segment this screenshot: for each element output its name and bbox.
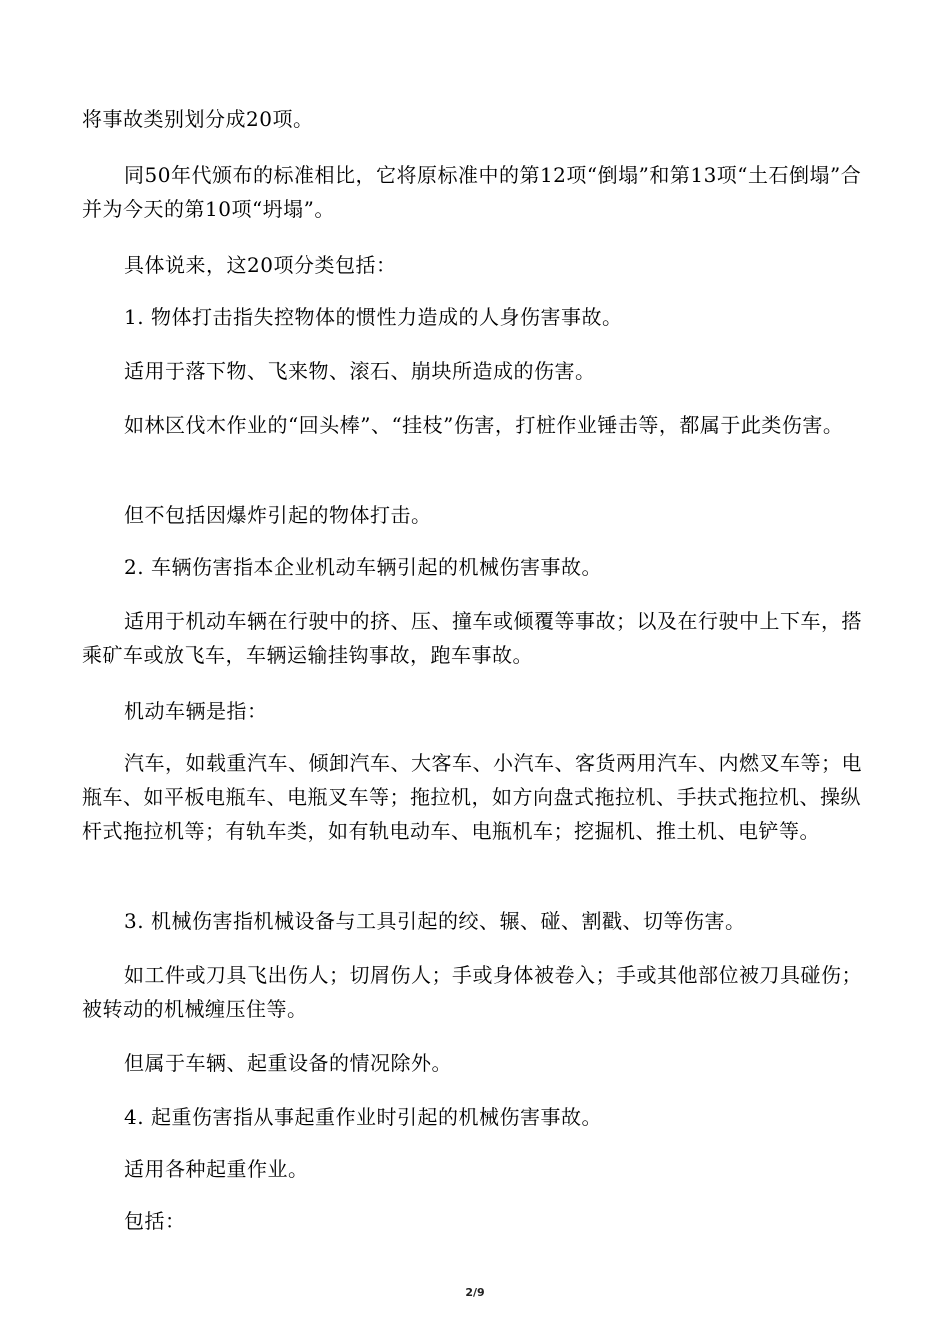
paragraph: 如林区伐木作业的“回头棒”、“挂枝”伤害，打桩作业锤击等，都属于此类伤害。	[124, 413, 844, 437]
paragraph: 同50年代颁布的标准相比，它将原标准中的第12项“倒塌”和第13项“土石倒塌”合并为今天的第10项“坍塌”。	[82, 163, 862, 221]
paragraph: 但不包括因爆炸引起的物体打击。	[124, 503, 432, 527]
paragraph: 适用各种起重作业。	[124, 1157, 309, 1181]
list-item-heading: 3. 机械伤害指机械设备与工具引起的绞、辗、碰、割戳、切等伤害。	[124, 909, 746, 933]
paragraph: 但属于车辆、起重设备的情况除外。	[124, 1051, 452, 1075]
paragraph: 如工件或刀具飞出伤人；切屑伤人；手或身体被卷入；手或其他部位被刀具碰伤；被转动的机械缠压住等。	[82, 963, 862, 1021]
list-item-heading: 1. 物体打击指失控物体的惯性力造成的人身伤害事故。	[124, 305, 623, 329]
paragraph: 汽车，如载重汽车、倾卸汽车、大客车、小汽车、客货两用汽车、内燃叉车等；电瓶车、如平板电瓶车、电瓶叉车等；拖拉机，如方向盘式拖拉机、手扶式拖拉机、操纵杆式拖拉机等；有轨车类，如有轨电动车、电瓶机车；挖掘机、推土机、电铲等。	[82, 751, 862, 843]
list-item-heading: 2. 车辆伤害指本企业机动车辆引起的机械伤害事故。	[124, 555, 602, 579]
paragraph: 机动车辆是指：	[124, 699, 268, 723]
paragraph: 包括：	[124, 1209, 186, 1233]
paragraph: 适用于落下物、飞来物、滚石、崩块所造成的伤害。	[124, 359, 596, 383]
paragraph: 适用于机动车辆在行驶中的挤、压、撞车或倾覆等事故；以及在行驶中上下车，搭乘矿车或放飞车，车辆运输挂钩事故，跑车事故。	[82, 609, 862, 667]
paragraph: 将事故类别划分成20项。	[82, 107, 314, 131]
page-number: 2/9	[465, 1286, 485, 1299]
list-item-heading: 4. 起重伤害指从事起重作业时引起的机械伤害事故。	[124, 1105, 602, 1129]
paragraph: 具体说来，这20项分类包括：	[124, 253, 397, 277]
